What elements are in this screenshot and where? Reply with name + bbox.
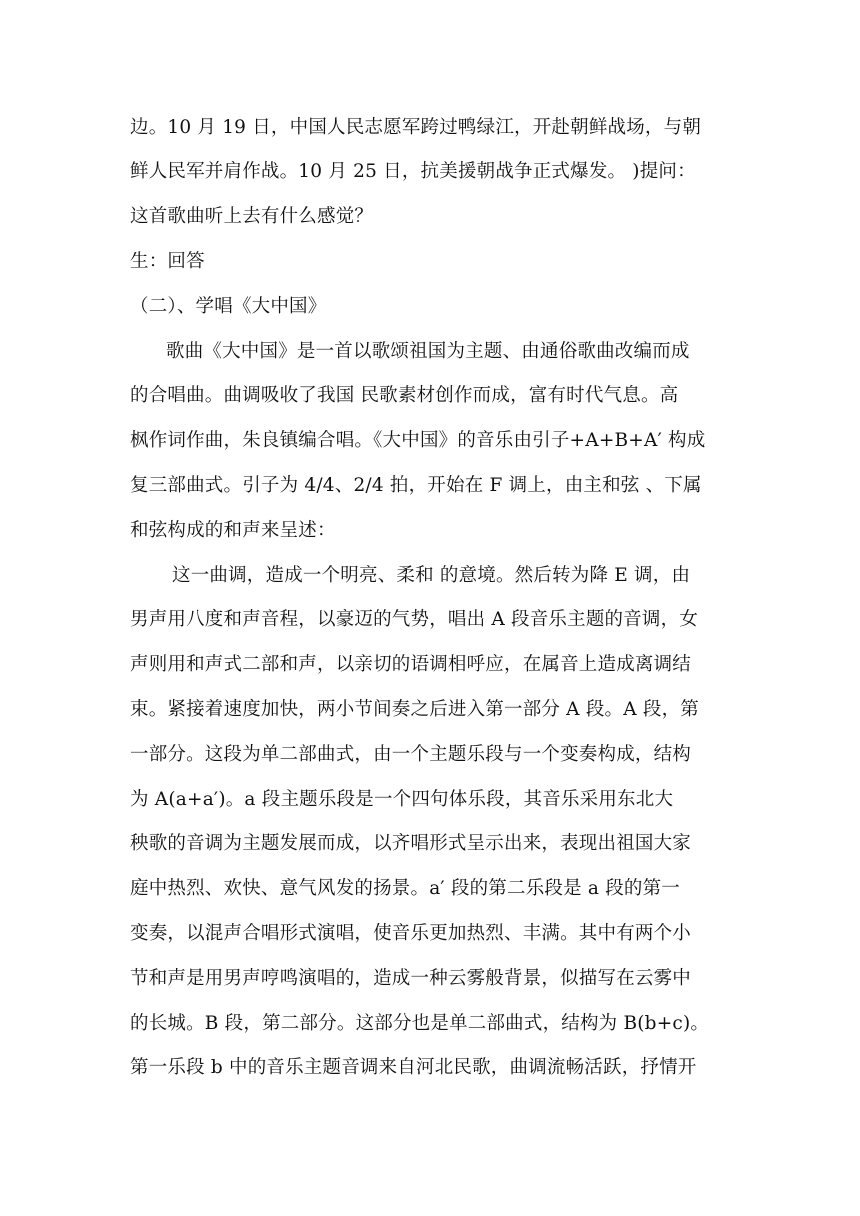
text-line: 变奏，以混声合唱形式演唱，使音乐更加热烈、丰满。其中有两个小: [130, 923, 692, 944]
text-line: 复三部曲式。引子为 4/4、2/4 拍，开始在 F 调上，由主和弦 、下属: [130, 475, 702, 496]
text-line: 鲜人民军并肩作战。10 月 25 日，抗美援朝战争正式爆发。 )提问：: [130, 161, 696, 182]
section-heading: （二）、学唱《大中国》: [130, 296, 327, 317]
text-line: 边。10 月 19 日，中国人民志愿军跨过鸭绿江，开赴朝鲜战场，与朝: [130, 117, 702, 138]
text-line: 节和声是用男声哼鸣演唱的，造成一种云雾般背景，似描写在云雾中: [130, 968, 692, 989]
text-line: 男声用八度和声音程，以豪迈的气势，唱出 A 段音乐主题的音调，女: [130, 609, 699, 630]
text-line: 枫作词作曲，朱良镇编合唱。《大中国》的音乐由引子+A+B+A′ 构成: [130, 430, 706, 451]
text-line: 的长城。B 段，第二部分。这部分也是单二部曲式，结构为 B(b+c)。: [130, 1013, 710, 1034]
paragraph-first-line: 歌曲《大中国》是一首以歌颂祖国为主题、由通俗歌曲改编而成: [166, 341, 690, 362]
text-line: 这首歌曲听上去有什么感觉？: [130, 206, 374, 227]
text-line: 和弦构成的和声来呈述：: [130, 520, 336, 541]
text-line: 庭中热烈、欢快、意气风发的扬景。a′ 段的第二乐段是 a 段的第一: [130, 878, 681, 899]
text-line: 束。紧接着速度加快，两小节间奏之后进入第一部分 A 段。A 段，第: [130, 699, 699, 720]
text-line: 一部分。这段为单二部曲式，由一个主题乐段与一个变奏构成，结构: [130, 744, 692, 765]
text-line: 第一乐段 b 中的音乐主题音调来自河北民歌，曲调流畅活跃，抒情开: [130, 1057, 697, 1078]
text-line: 的合唱曲。曲调吸收了我国 民歌素材创作而成，富有时代气息。高: [130, 385, 679, 406]
text-line: 声则用和声式二部和声，以亲切的语调相呼应，在属音上造成离调结: [130, 654, 692, 675]
text-line: 生：回答: [130, 251, 205, 272]
paragraph-first-line: 这一曲调，造成一个明亮、柔和 的意境。然后转为降 E 调，由: [172, 565, 691, 586]
text-line: 秧歌的音调为主题发展而成，以齐唱形式呈示出来，表现出祖国大家: [130, 833, 692, 854]
text-line: 为 A(a+a′)。a 段主题乐段是一个四句体乐段，其音乐采用东北大: [130, 789, 674, 810]
